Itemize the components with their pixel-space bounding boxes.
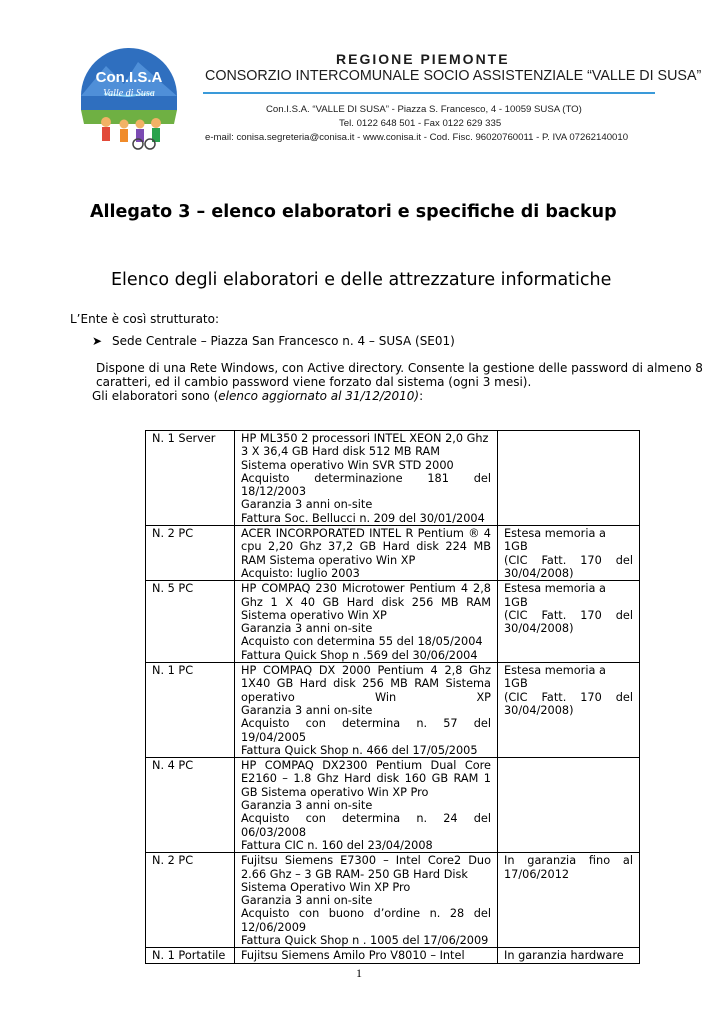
cell-line: HP ML350 2 processori INTEL XEON 2,0 Ghz [241,432,489,445]
cell-line: Fattura Soc. Bellucci n. 209 del 30/01/2004 [241,511,485,525]
table-row [146,431,640,526]
cell-line: Acquisto con buono d’ordine n. 28 del [241,907,491,921]
cell-line: Fattura Quick Shop n .569 del 30/06/2004 [241,648,478,662]
cell-line: RAM Sistema operativo Win XP [241,553,416,567]
cell-line: 18/12/2003 [241,485,307,499]
cell-line: In garanzia hardware [504,949,624,963]
description-cell [235,853,498,948]
cell-line: E2160 – 1.8 Ghz Hard disk 160 GB RAM 1 [241,772,491,786]
cell-line: HP COMPAQ DX 2000 Pentium 4 2,8 Ghz [241,664,491,678]
cell-line: Garanzia 3 anni on-site [241,703,373,717]
cell-line: Sistema operativo Win XP [241,608,387,622]
item-cell: N. 5 PC [146,581,235,663]
cell-line: Acquisto con determina n. 24 del [241,812,491,826]
logo-subtitle: Valle di Susa [103,88,155,99]
cell-line: Fattura CIC n. 160 del 23/04/2008 [241,838,433,852]
header-phone: Tel. 0122 648 501 - Fax 0122 629 335 [339,118,502,129]
cell-line: (CIC Fatt. 170 del [504,553,633,567]
cell-line: In garanzia fino al [504,854,633,868]
cell-line: Fattura Quick Shop n. 466 del 17/05/2005 [241,743,478,757]
cell-line: HP COMPAQ DX2300 Pentium Dual Core [241,759,491,773]
page-number: 1 [356,966,362,980]
cell-line: Estesa memoria a 1GB [504,527,606,554]
cell-line: 17/06/2012 [504,867,570,881]
cell-line: Garanzia 3 anni on-site [241,498,373,512]
hardware-table-body [146,431,640,964]
notes-cell [498,663,640,758]
list-intro-suffix: : [419,389,424,403]
description-line: Dispone di una Rete Windows, con Active directory. Consente la gestione delle password di almeno 8 [96,361,703,375]
list-intro [92,389,423,403]
hardware-table [145,430,640,964]
description-line: caratteri, ed il cambio password viene forzato dal sistema (ogni 3 mesi). [96,374,532,389]
cell-line: 30/04/2008) [504,703,574,717]
description-cell [235,758,498,853]
cell-line: ACER INCORPORATED INTEL R Pentium ® 4 [241,527,491,541]
cell-line: 19/04/2005 [241,730,307,744]
cell-line: Estesa memoria a 1GB [504,664,606,691]
conisa-logo [76,44,182,152]
list-intro-prefix: Gli elaboratori sono ( [92,389,219,403]
document-title: Allegato 3 – elenco elaboratori e specifiche di backup [90,202,617,222]
list-intro-date: elenco aggiornato al 31/12/2010) [218,389,420,403]
cell-line: Fujitsu Siemens Amilo Pro V8010 – Intel [241,949,465,963]
table-row [146,758,640,853]
cell-line: 2.66 Ghz – 3 GB RAM- 250 GB Hard Disk [241,867,468,881]
cell-line: 06/03/2008 [241,825,307,839]
cell-line: Fujitsu Siemens E7300 – Intel Core2 Duo [241,854,491,868]
table-row [146,948,640,963]
header-address: Con.I.S.A. “VALLE DI SUSA” - Piazza S. Francesco, 4 - 10059 SUSA (TO) [266,104,582,115]
intro-text: L’Ente è così strutturato: [70,312,220,326]
description-cell [235,663,498,758]
cell-line: Sistema operativo Win SVR STD 2000 [241,458,454,472]
consortium-heading: CONSORZIO INTERCOMUNALE SOCIO ASSISTENZIALE “VALLE DI SUSA” [205,68,702,84]
network-description [96,362,703,389]
logo-text: Con.I.S.A [95,69,163,86]
cell-line: (CIC Fatt. 170 del [504,608,633,622]
item-cell: N. 2 PC [146,526,235,581]
cell-line: Acquisto determinazione 181 del [241,471,491,485]
header-contacts: e-mail: conisa.segreteria@conisa.it - www.conisa.it - Cod. Fisc. 96020760011 - P. IVA 07262140010 [205,132,629,143]
region-heading: REGIONE PIEMONTE [336,51,510,67]
cell-line: Sistema Operativo Win XP Pro [241,880,411,894]
table-row [146,663,640,758]
cell-line: cpu 2,20 Ghz 37,2 GB Hard disk 224 MB [241,540,491,554]
arrow-bullet-icon: ➤ [92,334,103,348]
description-cell [235,948,498,963]
header-divider [203,92,655,94]
table-row [146,526,640,581]
cell-line: Ghz 1 X 40 GB Hard disk 256 MB RAM [241,595,491,609]
cell-line: Fattura Quick Shop n . 1005 del 17/06/2009 [241,933,489,947]
bullet-text: Sede Centrale – Piazza San Francesco n. 4 – SUSA (SE01) [112,334,455,348]
notes-cell [498,526,640,581]
notes-cell [498,948,640,963]
cell-line: Acquisto con determina 55 del 18/05/2004 [241,635,483,649]
description-cell [235,581,498,663]
notes-cell [498,431,640,526]
cell-line: HP COMPAQ 230 Microtower Pentium 4 2,8 [241,582,491,596]
cell-line: 30/04/2008) [504,566,574,580]
notes-cell [498,853,640,948]
item-cell: N. 2 PC [146,853,235,948]
item-cell: N. 1 Server [146,431,235,526]
section-heading: Elenco degli elaboratori e delle attrezzature informatiche [111,270,612,290]
cell-line: operativo Win XP [241,690,491,704]
cell-line: 3 X 36,4 GB Hard disk 512 MB RAM [241,445,441,459]
bullet-item [92,334,455,348]
notes-cell [498,758,640,853]
table-row [146,581,640,663]
cell-line: Garanzia 3 anni on-site [241,894,373,908]
item-cell: N. 1 PC [146,663,235,758]
cell-line: Garanzia 3 anni on-site [241,622,373,636]
description-cell [235,526,498,581]
cell-line: GB Sistema operativo Win XP Pro [241,785,429,799]
cell-line: (CIC Fatt. 170 del [504,690,633,704]
table-row [146,853,640,948]
cell-line: 1X40 GB Hard disk 256 MB RAM Sistema [241,677,491,691]
item-cell: N. 4 PC [146,758,235,853]
cell-line: 12/06/2009 [241,920,307,934]
cell-line: Acquisto: luglio 2003 [241,566,360,580]
cell-line: Garanzia 3 anni on-site [241,799,373,813]
description-cell [235,431,498,526]
cell-line: 30/04/2008) [504,622,574,636]
cell-line: Estesa memoria a 1GB [504,582,606,609]
notes-cell [498,581,640,663]
item-cell: N. 1 Portatile [146,948,235,963]
cell-line: Acquisto con determina n. 57 del [241,717,491,731]
